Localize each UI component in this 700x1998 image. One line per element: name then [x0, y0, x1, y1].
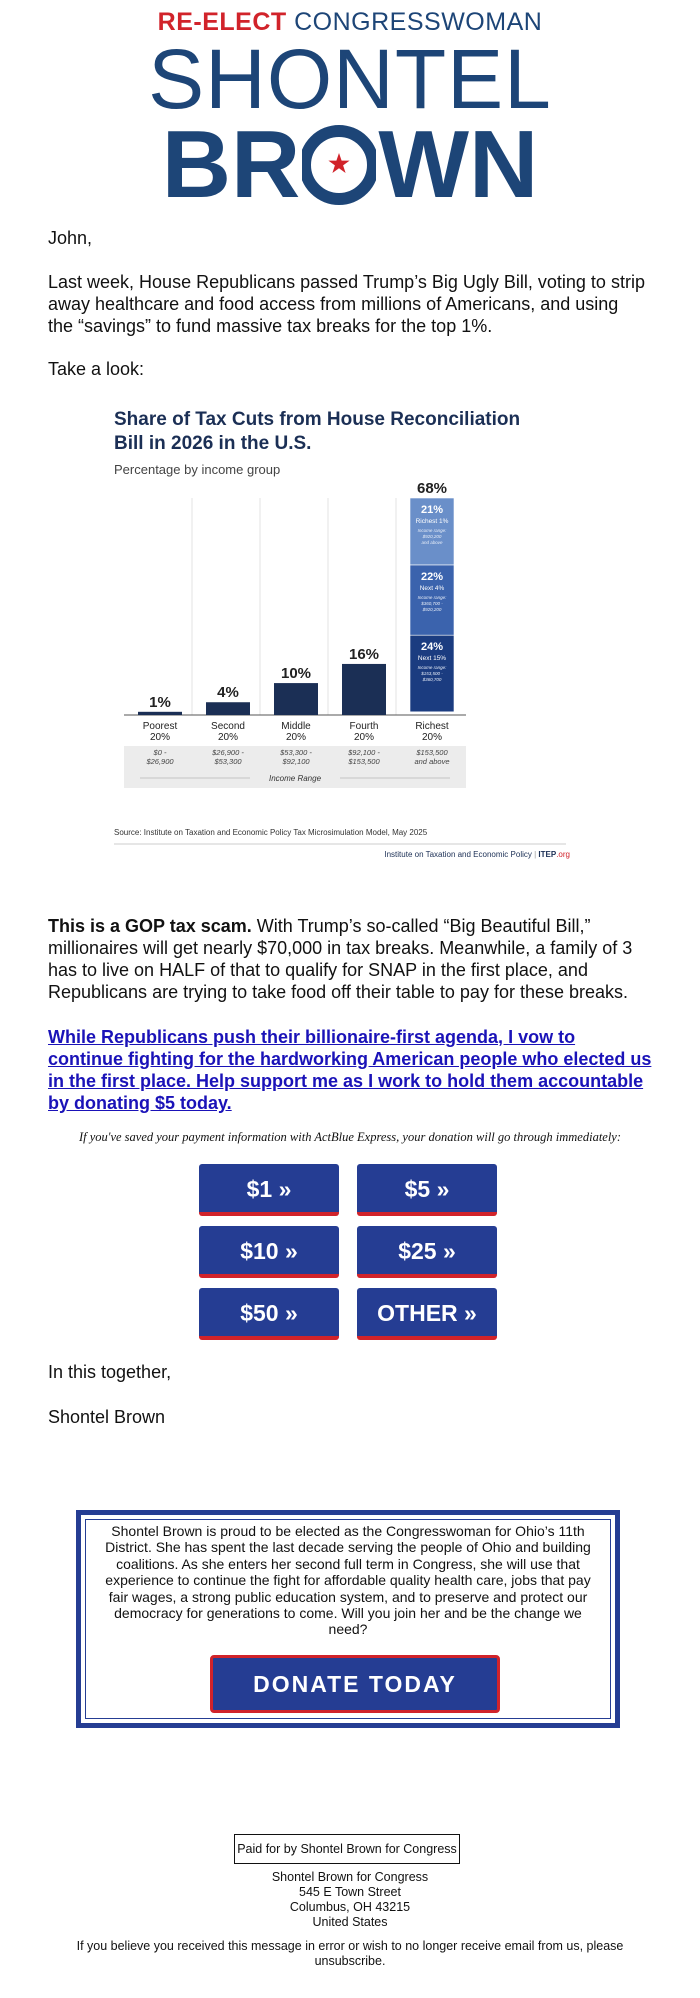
stack-segment-range-label: Income range: — [417, 665, 447, 671]
mailing-address — [0, 1870, 700, 1930]
stack-segment-pct: 24% — [420, 641, 444, 654]
chart-range-label: and above — [414, 757, 450, 766]
chart-range-label: $53,300 - — [280, 748, 312, 757]
chart-category-label: 20% — [285, 732, 307, 743]
chart-range-label: $153,500 — [348, 757, 380, 766]
address-city: Columbus, OH 43215 — [289, 1900, 411, 1914]
greeting: John, — [48, 228, 93, 248]
donate-today-button[interactable]: DONATE TODAY — [210, 1655, 500, 1713]
stack-segment-group: Next 15% — [417, 655, 447, 663]
donate-25-button[interactable]: $25 » — [357, 1226, 497, 1278]
chart-credit-logo: ITEP — [538, 850, 557, 859]
donate-five-link[interactable]: While Republicans push their billionaire-first agenda, I vow to continue fighting for the hardworking American people who elected us in the first place. Help support me as I work to hold them accountable by donating $5 today. — [48, 1027, 652, 1113]
stack-segment-pct: 22% — [420, 571, 444, 584]
chart-category-label: Poorest — [142, 721, 178, 732]
chart-range-label: $0 - — [153, 748, 167, 757]
chart-range-label: $53,300 — [214, 757, 242, 766]
chart-value-label: 4% — [217, 684, 239, 702]
chart-category-label: 20% — [149, 732, 171, 743]
donate-link-paragraph — [48, 1026, 652, 1114]
stack-segment-range: $153,500 - — [421, 671, 443, 677]
stack-segment-range-label: Income range: — [417, 528, 447, 533]
logo-last-name-end: WN — [378, 111, 539, 218]
logo-congresswoman: CONGRESSWOMAN — [294, 8, 543, 36]
chart-range-label: $92,100 — [282, 757, 310, 766]
logo-reelect: RE-ELECT — [157, 8, 287, 36]
stack-segment-range-label: Income range: — [417, 595, 447, 601]
paid-for-disclaimer: Paid for by Shontel Brown for Congress — [234, 1834, 460, 1864]
gop-tax-paragraph — [48, 915, 652, 1003]
chart-plot — [100, 398, 590, 868]
stack-segment-group: Richest 1% — [415, 518, 449, 525]
about-text: Shontel Brown is proud to be elected as the Congresswoman for Ohio’s 11th District. She has spent the last decade serving the people of Ohio and building coalitions. As she enters her second full term in Congress, she will use that experience to continue the fight for affordable quality health care, jobs that pay fair wages, a strong public education system, and to preserve and protect our democracy for generations to come. Will you join her and be the change we need? — [105, 1523, 591, 1638]
chart-value-label: 10% — [280, 665, 312, 683]
chart-range-label: $153,500 — [416, 748, 448, 757]
donate-other-button[interactable]: OTHER » — [357, 1288, 497, 1340]
chart-category-label: Middle — [281, 721, 311, 732]
stack-segment-range: $360,700 — [422, 677, 442, 683]
address-org: Shontel Brown for Congress — [271, 1870, 429, 1884]
tax-cut-chart — [100, 398, 590, 868]
chart-category-label: Fourth — [349, 721, 379, 732]
chart-credit: Institute on Taxation and Economic Policy | ITEP.org — [384, 850, 570, 859]
gop-tax-lead: This is a GOP tax scam. — [48, 916, 252, 936]
chart-value-label: 16% — [348, 645, 380, 663]
chart-bar — [342, 664, 386, 715]
chart-bar — [138, 712, 182, 715]
chart-range-label: $26,900 - — [212, 748, 244, 757]
signature: Shontel Brown — [48, 1407, 166, 1427]
intro-paragraph: Last week, House Republicans passed Trump’s Big Ugly Bill, voting to strip away healthcare and food access from millions of Americans, and using the “savings” to fund massive tax breaks for the top 1%. — [48, 272, 645, 336]
logo-last-name — [161, 111, 539, 218]
chart-value-label: 68% — [416, 480, 448, 497]
chart-credit-org: Institute on Taxation and Economic Policy — [384, 850, 532, 859]
stack-segment-range: and above — [421, 540, 443, 545]
stack-segment-range: $360,700 - — [421, 601, 443, 607]
take-a-look-text: Take a look: — [48, 359, 145, 379]
campaign-logo — [0, 0, 700, 218]
donate-1-button[interactable]: $1 » — [199, 1164, 339, 1216]
chart-category-label: 20% — [217, 732, 239, 743]
about-box-inner — [85, 1519, 611, 1719]
chart-category-label: 20% — [421, 732, 443, 743]
income-range-axis-label: Income Range — [268, 774, 322, 783]
donate-10-button[interactable]: $10 » — [199, 1226, 339, 1278]
logo-last-name-start: BR — [161, 111, 301, 218]
actblue-express-note: If you've saved your payment information with ActBlue Express, your donation will go through immediately: — [78, 1130, 622, 1144]
stack-segment-pct: 21% — [420, 504, 444, 516]
closing-line: In this together, — [48, 1362, 172, 1382]
chart-range-label: $92,100 - — [348, 748, 380, 757]
ohio-star-icon — [302, 123, 376, 207]
stack-segment-range: $920,200 — [422, 607, 442, 613]
chart-value-label: 1% — [149, 693, 171, 711]
chart-credit-logo-suffix: .org — [556, 850, 570, 859]
unsubscribe-text[interactable]: If you believe you received this message in error or wish to no longer receive email from us, please unsubscribe. — [76, 1939, 624, 1968]
chart-source: Source: Institute on Taxation and Economic Policy Tax Microsimulation Model, May 2025 — [114, 828, 428, 837]
donate-50-button[interactable]: $50 » — [199, 1288, 339, 1340]
chart-bar — [274, 683, 318, 715]
stack-segment-group: Next 4% — [419, 585, 445, 593]
address-street: 545 E Town Street — [299, 1885, 401, 1899]
chart-subtitle: Percentage by income group — [114, 462, 281, 477]
chart-title: Share of Tax Cuts from House Reconciliation Bill in 2026 in the U.S. — [114, 409, 521, 454]
logo-first-name: SHONTEL — [148, 32, 552, 126]
address-country: United States — [312, 1915, 388, 1929]
chart-bar — [206, 702, 250, 715]
donate-5-button[interactable]: $5 » — [357, 1164, 497, 1216]
chart-category-label: Richest — [415, 721, 449, 732]
chart-category-label: Second — [211, 721, 245, 732]
chart-category-label: 20% — [353, 732, 375, 743]
stack-segment-range: $920,200 — [422, 534, 442, 539]
chart-range-label: $26,900 — [146, 757, 174, 766]
about-box — [76, 1510, 620, 1728]
gop-tax-body: With Trump’s so-called “Big Beautiful Bill,” millionaires will get nearly $70,000 in tax breaks. Meanwhile, a family of 3 has to live on HALF of that to qualify for SNAP in the first place, and Republicans are trying to take food off their table to pay for these breaks. — [48, 916, 633, 1002]
